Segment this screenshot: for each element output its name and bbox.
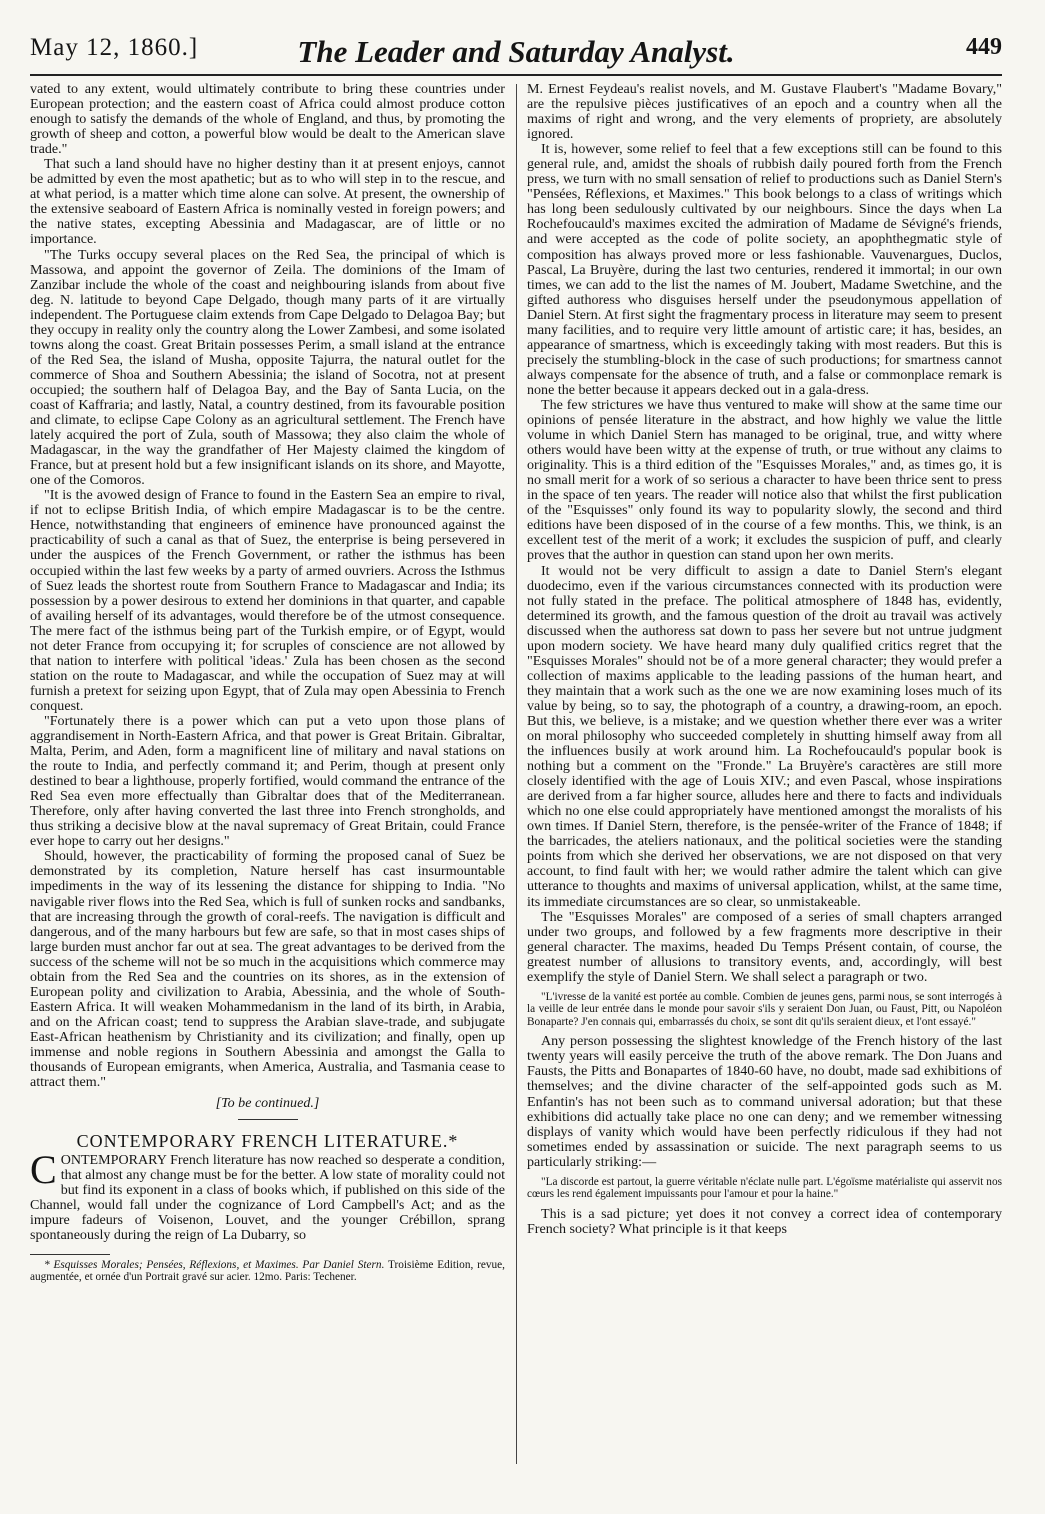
paragraph: It is, however, some relief to feel that a few exceptions still can be found to this general rule, and, amidst the shoals of rubbish daily poured forth from the French press, we turn with no small sensation of relief to productions such as Daniel Stern's "Pensées, Réflexions, et Maximes." This book belongs to a class of writings which has long been sedulously cultivated by our neighbours. Since the days when La Rochefoucauld's maximes excited the admiration of Madame de Sévigné's friends, and were accepted as the code of polite society, an apophthegmatic style of composition has always proved more or less fashionable. Vauvenargues, Duclos, Pascal, La Bruyère, during the last two centuries, rendered it immortal; in our own times, we can add to the list the names of M. Joubert, Madame Swetchine, and the gifted authoress who disguises herself under the pseudonymous appellation of Daniel Stern. At first sight the fragmentary process in literature may seem to present many facilities, and to require very little amount of artistic care; it has, besides, an appearance of smartness, which is exceedingly taking with most readers. But this is precisely the stumbling-block in the case of such productions; for smartness cannot always compensate for the absence of truth, and a false or commonplace remark is none the better because it appears decked out in a gala-dress. <box>527 141 1002 398</box>
page-number: 449 <box>966 34 1002 60</box>
left-column <box>30 82 505 1284</box>
paragraph-text: French literature has now reached so desperate a condition, that almost any change must be for the better. A low state of morality could not but find its exponent in a class of books which, if published on this side of the Channel, would fall under the cognizance of Lord Campbell's Act; and as the impure fadeurs of Voisenon, Louvet, and the younger Crébillon, sprang spontaneously during the reign of La Dubarry, so <box>30 1152 505 1244</box>
french-quotation: "La discorde est partout, la guerre véritable n'éclate nulle part. L'égoïsme matérialiste qui asservit nos cœurs les rend également impuissants pour l'amour et pour la haine." <box>527 1175 1002 1201</box>
paragraph: The "Esquisses Morales" are composed of a series of small chapters arranged under two groups, and followed by a few fragments more descriptive in their general character. The maxims, headed Du Temps Présent contain, of course, the greatest number of allusions to transitory events, and, accordingly, will best exemplify the style of Daniel Stern. We shall select a paragraph or two. <box>527 908 1002 985</box>
footnote-text: Troisième Edition, revue, augmentée, et ornée d'un Portrait gravé sur acier. 12mo. Paris: Techener. <box>30 1258 506 1284</box>
paragraph: The few strictures we have thus ventured to make will show at the same time our opinions of pensée literature in the abstract, and how highly we value the little volume in which Daniel Stern has managed to be original, true, and witty where others would have been witty at the expense of truth, or true without any claims to originality. This is a third edition of the "Esquisses Morales," and, as times go, it is no small merit for a work of so serious a character to have been thrice sent to press in the space of ten years. The reader will notice also that whilst the first publication of the "Esquisses" only found its way to popularity slowly, the second and third editions have been disposed of in the course of a few months. This, we think, is an excellent test of the merit of a work; it excludes the suspicion of puff, and clearly proves that the author in question can stand upon her own merits. <box>527 396 1002 564</box>
paragraph: "The Turks occupy several places on the Red Sea, the principal of which is Massowa, and appoint the governor of Zeila. The dominions of the Imam of Zanzibar include the whole of the coast and neighbouring islands from about five deg. N. latitude to beyond Cape Delgado, though many parts of it are virtually independent. The Portuguese claim extends from Cape Delgado to Delagoa Bay; but they occupy in reality only the country along the Lower Zambesi, and some isolated towns along the coast. Great Britain possesses Perim, a small island at the entrance of the Red Sea, the island of Musha, opposite Tajurra, the natural outlet for the commerce of Shoa and Southern Abessinia; the island of Socotra, not at present occupied; the southern half of Delagoa Bay, and the Bay of Santa Lucia, on the coast of Kaffraria; and lastly, Natal, a country destined, from its favourable position and climate, to eclipse Cape Colony as an agricultural settlement. The French have lately acquired the port of Zula, south of Massowa; they also claim the whole of Madagascar, in the way the grandfather of Her Majesty claimed the kingdom of France, but at present hold but a few insignificant islands on its shore, and Mayotte, one of the Comoros. <box>30 246 505 489</box>
paragraph: "Fortunately there is a power which can put a veto upon those plans of aggrandisement in North-Eastern Africa, and that power is Great Britain. Gibraltar, Malta, Perim, and Aden, form a magnificent line of military and naval stations on the route to India, and perfectly command it; and Perim, though at present only destined to bear a lighthouse, properly fortified, would command the entrance of the Red Sea even more effectually than Gibraltar does that of the Mediterranean. Therefore, only after having converted the last three into French strongholds, and thus striking a decisive blow at the naval supremacy of Great Britain, could France ever hope to carry out her designs." <box>30 712 505 850</box>
footnote-lead: * Esquisses Morales; Pensées, Réflexions, et Maximes. Par Daniel Stern. <box>44 1258 385 1271</box>
footnote <box>30 1259 505 1284</box>
lead-word: ONTEMPORARY <box>60 1152 167 1169</box>
header-rule <box>30 74 1002 76</box>
page-header <box>30 34 1002 74</box>
paragraph: vated to any extent, would ultimately contribute to bring these countries under European protection; and the eastern coast of Africa could almost produce cotton enough to satisfy the demands of the whole of England, and thus, by promoting the growth of sheep and cotton, a powerful blow would be dealt to the American slave trade." <box>30 81 505 158</box>
footnote-rule <box>30 1254 110 1255</box>
french-quotation: "L'ivresse de la vanité est portée au comble. Combien de jeunes gens, parmi nous, se sont interrogés à la veille de leur entrée dans le monde pour savoir s'ils y seraient Don Juan, ou Faust, Pitt, ou Napoléon Bonaparte? J'en connais qui, embarrassés du choix, se sont dit qu'ils seraient dieux, et l'ont essayé." <box>527 990 1002 1028</box>
section-rule <box>238 1119 298 1120</box>
article-opening <box>30 1147 505 1244</box>
article-title: CONTEMPORARY FRENCH LITERATURE.* <box>76 1131 459 1152</box>
paragraph: This is a sad picture; yet does it not convey a correct idea of contemporary French society? What principle is it that keeps <box>527 1205 1002 1237</box>
to-be-continued: [To be continued.] <box>215 1095 320 1112</box>
paragraph: M. Ernest Feydeau's realist novels, and M. Gustave Flaubert's "Madame Bovary," are the repulsive pièces justificatives of an epoch and a country when all the maxims of right and wrong, and the very elements of propriety, are absolutely ignored. <box>527 81 1002 143</box>
publication-title: The Leader and Saturday Analyst. <box>297 34 735 69</box>
issue-date: May 12, 1860.] <box>30 34 199 61</box>
paragraph: Should, however, the practicability of forming the proposed canal of Suez be demonstrated by its completion, Nature herself has cast insurmountable impediments in the way of its lessening the distance for shipping to India. "No navigable river flows into the Red Sea, which is full of sunken rocks and sandbanks, that are increasing through the growth of coral-reefs. The navigation is difficult and dangerous, and of the many harbours but few are safe, so that in most cases ships of large burden must anchor far out at sea. The great advantages to be derived from the success of the scheme will not be so much in the acquisitions which commerce may obtain from the Red Sea and the countries on its shores, as in the extension of European polity and civilization to Arabia, Abessinia, and the whole of South-Eastern Africa. It will weaken Mohammedanism in the land of its birth, in Arabia, and on the African coast; tend to suppress the Arabian slave-trade, and subjugate East-African heathenism by Christianity and its civilization; and finally, open up immense and noble regions in Southern Abessinia and amongst the Galla to thousands of European emigrants, when America, Australia, and Tasmania cease to attract them." <box>30 848 505 1091</box>
paragraph: That such a land should have no higher destiny than it at present enjoys, cannot be admitted by even the most apathetic; but as to who will step in to the rescue, and at what period, is a matter which time alone can solve. At present, the ownership of the extensive seaboard of Eastern Africa is nominally vested in foreign powers; and the native states, excepting Abessinia and Madagascar, are of little or no importance. <box>30 156 505 248</box>
column-divider <box>516 84 517 1464</box>
paragraph: Any person possessing the slightest knowledge of the French history of the last twenty years will easily perceive the truth of the above remark. The Don Juans and Fausts, the Pitts and Bonapartes of 1840-60 have, no doubt, made sad exhibitions of themselves; and the divine character of the self-appointed gods such as M. Enfantin's has not been such as to command universal adoration; but that these exhibitions did actually take place no one can deny; and we remember witnessing displays of vanity which would have been perfectly ridiculous if they had not sometimes ended by assassination or suicide. The next paragraph seems to us particularly striking:— <box>527 1033 1002 1170</box>
right-column <box>527 82 1002 1237</box>
paragraph: It would not be very difficult to assign a date to Daniel Stern's elegant duodecimo, even if the various circumstances connected with its production were not fully stated in the preface. The political atmosphere of 1848 has, evidently, determined its growth, and the famous question of the droit au travail was actively discussed when the authoress sat down to pass her severe but not untrue judgment upon modern society. We have heard many duly qualified critics regret that the "Esquisses Morales" should not be of a more general character; they would prefer a collection of maxims applicable to the leading passions of the human heart, and they maintain that a work such as the one we are now examining loses much of its value by being, so to say, the photograph of a country, a drawing-room, an epoch. But this, we believe, is a mistake; and we question whether there ever was a writer on moral philosophy who succeeded completely in shutting himself away from all the influences busily at work around him. La Rochefoucauld's popular book is nothing but a comment on the "Fronde." La Bruyère's caractères are still more closely identified with the age of Louis XIV.; and even Pascal, whose inspirations are derived from a far higher source, alludes here and there to facts and individuals which no one else could appropriately have mentioned amongst the moralists of his own times. If Daniel Stern, therefore, is the pensée-writer of the France of 1848; if the barricades, the ateliers nationaux, and the political societies were the standing points from which she derived her observations, we are not disposed on that very account, to find fault with her; we would rather admire the talent which can give utterance to thoughts and maxims of universal application, whilst, at the same time, its immediate circumstances are so clear, so unmistakeable. <box>527 562 1002 910</box>
drop-cap: C <box>30 1147 57 1193</box>
paragraph: "It is the avowed design of France to found in the Eastern Sea an empire to rival, if not to eclipse British India, of which empire Madagascar is to be the centre. Hence, notwithstanding that engineers of eminence have pronounced against the practicability of such a canal as that of Suez, the enterprise is being persevered in under the auspices of the French Government, or rather the isthmus has been occupied within the last few weeks by a party of armed ouvriers. Across the Isthmus of Suez leads the shortest route from Southern France to Madagascar and India; its possession by a power desirous to extend her dominions in that quarter, and capable of availing herself of its advantages, would therefore be of the utmost consequence. The mere fact of the isthmus being part of the Turkish empire, or of Egypt, would not deter France from occupying it; for scruples of conscience are not allowed by that nation to interfere with political 'ideas.' Zula has been chosen as the second station on the route to Madagascar, and while the occupation of Suez may at will furnish a pretext for seizing upon Egypt, that of Zula may open Abessinia to French conquest. <box>30 487 505 714</box>
